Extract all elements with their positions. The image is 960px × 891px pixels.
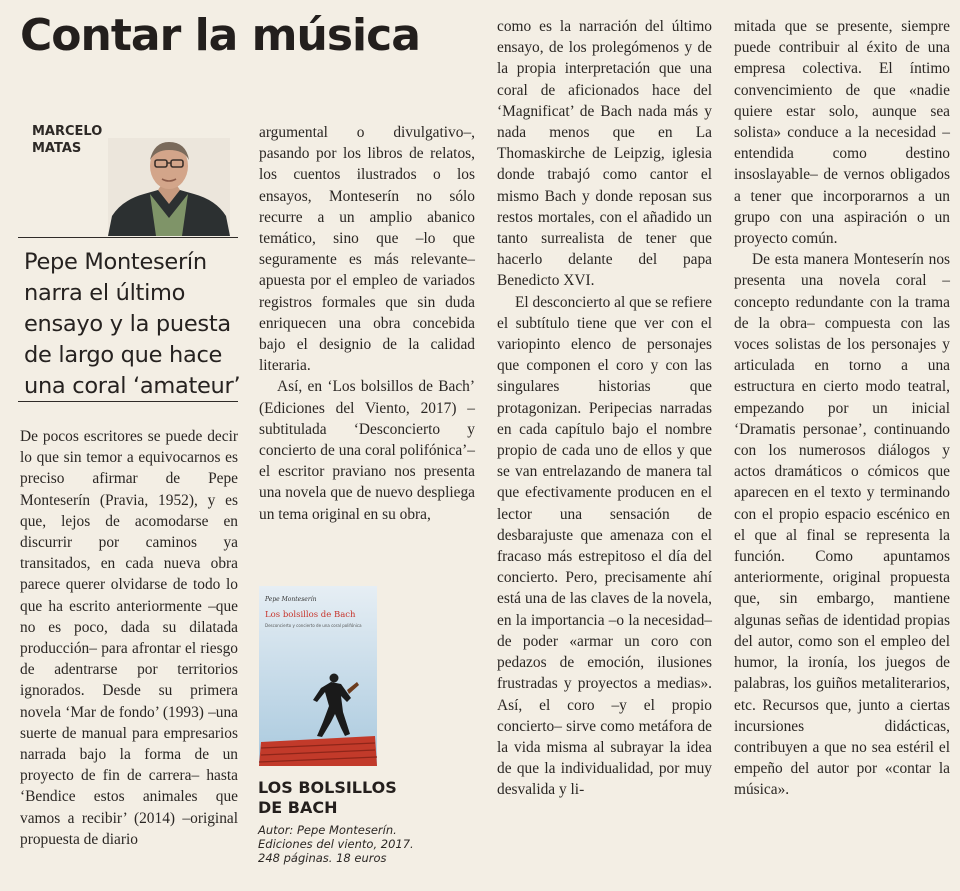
cover-subtitle: Desconcierto y concierto de una coral polifónica: [265, 623, 362, 628]
paragraph: De esta manera Monteserín nos presenta una novela coral –concepto redundante con la trama de la obra– compuesta con las voces solistas de los personajes y articulada en torno a una estructura en cierto modo teatral, empezando por un inicial ‘Dramatis personae’, continuando con los numerosos diálogos y actos dramáticos o cómicos que aparecen en el texto y terminando con el propio espacio escénico en el que al final se representa la función. Como apuntamos anteriormente, original propuesta que, sin embargo, mantiene algunas señas de identidad propias del autor, como son el empleo del humor, la ironía, los juegos de palabras, los guiños metaliterarios, etc. Recursos que, junto a ciertas incursiones didácticas, contribuyen a que no sea estéril el empeño del autor por «contar la música».: [734, 251, 950, 799]
paragraph: argumental o divulgativo–, pasando por los libros de relatos, los cuentos ilustrados o los ensayos, Monteserín no sólo recurre a un amplio abanico temático, sino que –lo que seguramente es más relevante– apuesta por el empleo de variados registros formales que sin duda enriquecen una obra concebida bajo el designio de la calidad literaria.: [259, 124, 475, 375]
column-2: [259, 122, 475, 525]
headline: Contar la música: [20, 10, 420, 61]
column-3: [497, 16, 712, 801]
column-1: [20, 426, 238, 850]
book-info-author: Autor: Pepe Monteserín.: [258, 823, 397, 837]
book-title-line: LOS BOLSILLOS: [258, 778, 397, 797]
column-4: [734, 16, 950, 801]
author-photo: [108, 138, 230, 236]
cover-title: Los bolsillos de Bach: [265, 610, 356, 620]
paragraph: como es la narración del último ensayo, de los prolegómenos y de la propia interpretación que una coral de aficionados hace del ‘Magnificat’ de Bach nada más y nada menos que en La Thomaskirche de Leipzig, iglesia donde trabajó como cantor el mismo Bach y donde reposan sus restos mortales, con el añadido un tanto surrealista de tener que hacerlo delante del papa Benedicto XVI.: [497, 18, 712, 290]
divider-top: [18, 237, 238, 238]
book-info-pages-price: 248 páginas. 18 euros: [258, 851, 387, 865]
book-cover: [259, 586, 377, 766]
author-byline: [32, 123, 102, 157]
paragraph: De pocos escritores se puede decir lo que sin temor a equivocarnos es preciso afirmar de Pepe Monteserín (Pravia, 1952), y es que, lejos de acomodarse en discurrir por caminos ya transitados, en cada nueva obra parece querer olvidarse de todo lo que ha escrito anteriormente –que no es poco, dada su dilatada producción– para afrontar el riesgo de adentrarse por territorios ignorados. Desde su primera novela ‘Mar de fondo’ (1993) –una suerte de manual para empresarios narrada bajo la forma de un proyecto de fin de carrera– hasta ‘Bendice estos animales que vamos a recibir’ (2014) –original propuesta de diario: [20, 428, 238, 848]
book-info: [258, 823, 414, 865]
book-title-line: DE BACH: [258, 798, 338, 817]
cover-author: Pepe Monteserín: [265, 596, 317, 603]
author-last-name: MATAS: [32, 141, 82, 156]
book-info-publisher: Ediciones del viento, 2017.: [258, 837, 414, 851]
author-first-name: MARCELO: [32, 124, 103, 139]
divider-bottom: [18, 401, 238, 402]
article-deck: Pepe Monteserín narra el último ensayo y la puesta de largo que hace una coral ‘amateur’: [24, 249, 241, 399]
paragraph: Así, en ‘Los bolsillos de Bach’ (Ediciones del Viento, 2017) –subtitulada ‘Desconcierto y concierto de una coral polifónica’– el escritor praviano nos presenta una novela que de nuevo despliega un tema original en su obra,: [259, 378, 475, 523]
paragraph: mitada que se presente, siempre puede contribuir al éxito de una empresa colectiva. El íntimo convencimiento de que «nadie quiere estar solo, aunque sea solista» conduce a la necesidad –entendida como destino insoslayable– de vernos obligados a tener que incorporarnos a un grupo con una aspiración o un proyecto común.: [734, 18, 950, 248]
book-title: [258, 778, 397, 818]
paragraph: El desconcierto al que se refiere el subtítulo tiene que ver con el variopinto elenco de personajes que componen el coro y con las singulares historias que protagonizan. Peripecias narradas en cada capítulo bajo el nombre propio de cada uno de ellos y que se van entrelazando de manera tal que efectivamente producen en el lector una sensación de desbarajuste que amenaza con el fracaso más estrepitoso el día del concierto. Pero, precisamente ahí está una de las claves de la novela, en la importancia –o la necesidad– de poder «armar un coro con pedazos de emoción, ilusiones frustradas y proyectos a medias». Así, el coro –y el propio concierto– sirve como metáfora de la vida misma al subrayar la idea de que la individualidad, por muy desvalida y li-: [497, 293, 712, 799]
